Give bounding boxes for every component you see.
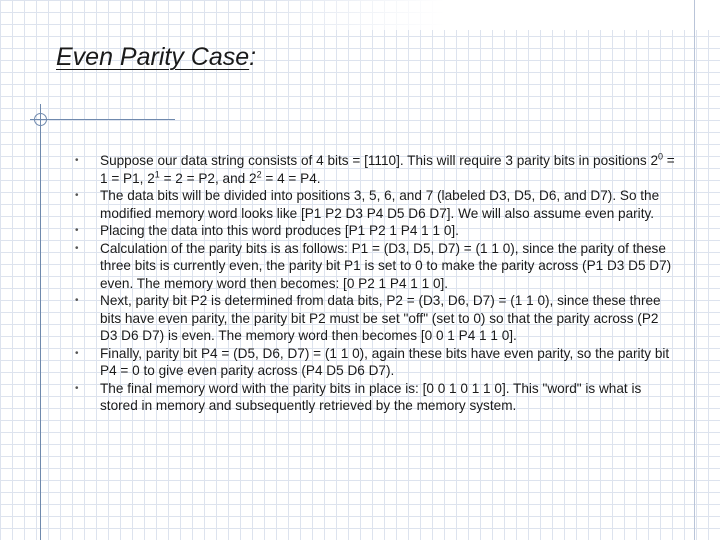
bullet-text: Finally, parity bit P4 = (D5, D6, D7) = (1 1 0), again these bits have even parity, so the parity bit P4 = 0 to give even parity across (P4 D5 D6 D7). (100, 345, 670, 378)
bullet-marker: • (75, 382, 79, 394)
bullet-text: Suppose our data string consists of 4 bits = [1110]. This will require 3 parity bits in positions $2^0 = 1 = P1$, $2^1 = 2 = P2$, and $2^2 = 4 = P4$. (100, 151, 675, 186)
decorative-horizontal-rule (30, 119, 175, 120)
bullet-marker: • (75, 190, 79, 201)
bullet-item-7 (75, 380, 675, 415)
bullet-item-6 (75, 345, 675, 380)
bullet-marker: • (75, 295, 79, 306)
bullet-marker: • (75, 155, 79, 166)
bullet-text: Calculation of the parity bits is as follows: P1 = (D3, D5, D7) = (1 1 0), since the parity of these three bits is currently even, the parity bit P1 is set to 0 to make the parity across (P1 D3 D5 D7) even. The memory word then becomes: [0 P2 1 P4 1 1 0]. (100, 240, 672, 291)
header-gradient (262, 0, 720, 30)
bullet-list (75, 152, 675, 415)
bullet-text: Placing the data into this word produces [P1 P2 1 P4 1 1 0]. (100, 223, 459, 238)
bullet-marker: • (75, 225, 79, 236)
bullet-item-5 (75, 292, 675, 345)
right-divider (694, 0, 695, 540)
bullet-text: The final memory word with the parity bits in place is: [0 0 1 0 1 1 0]. This "word" is what is stored in memory and subsequently retrieved by the memory system. (100, 380, 642, 413)
decorative-vertical-rule (40, 104, 41, 540)
bullet-item-4 (75, 240, 675, 293)
bullet-item-1 (75, 152, 675, 187)
bullet-marker: • (75, 242, 79, 254)
bullet-item-2 (75, 187, 675, 222)
slide-title (56, 43, 256, 72)
bullet-text: Next, parity bit P2 is determined from data bits, P2 = (D3, D6, D7) = (1 1 0), since these three bits have even parity, the parity bit P2 must be set "off" (set to 0) so that the parity across (P2 D3 D6 D7) is even. The memory word then becomes [0 0 1 P4 1 1 0]. (100, 293, 661, 343)
bullet-marker: • (75, 347, 79, 359)
slide-title-text: Even Parity Case (56, 43, 250, 71)
decorative-ring (34, 113, 47, 126)
bullet-item-3 (75, 222, 675, 240)
slide-title-colon: : (249, 43, 257, 71)
bullet-text: The data bits will be divided into positions 3, 5, 6, and 7 (labeled D3, D5, D6, and D7). So the modified memory word looks like [P1 P2 D3 P4 D5 D6 D7]. We will also assume even parity. (100, 188, 660, 221)
